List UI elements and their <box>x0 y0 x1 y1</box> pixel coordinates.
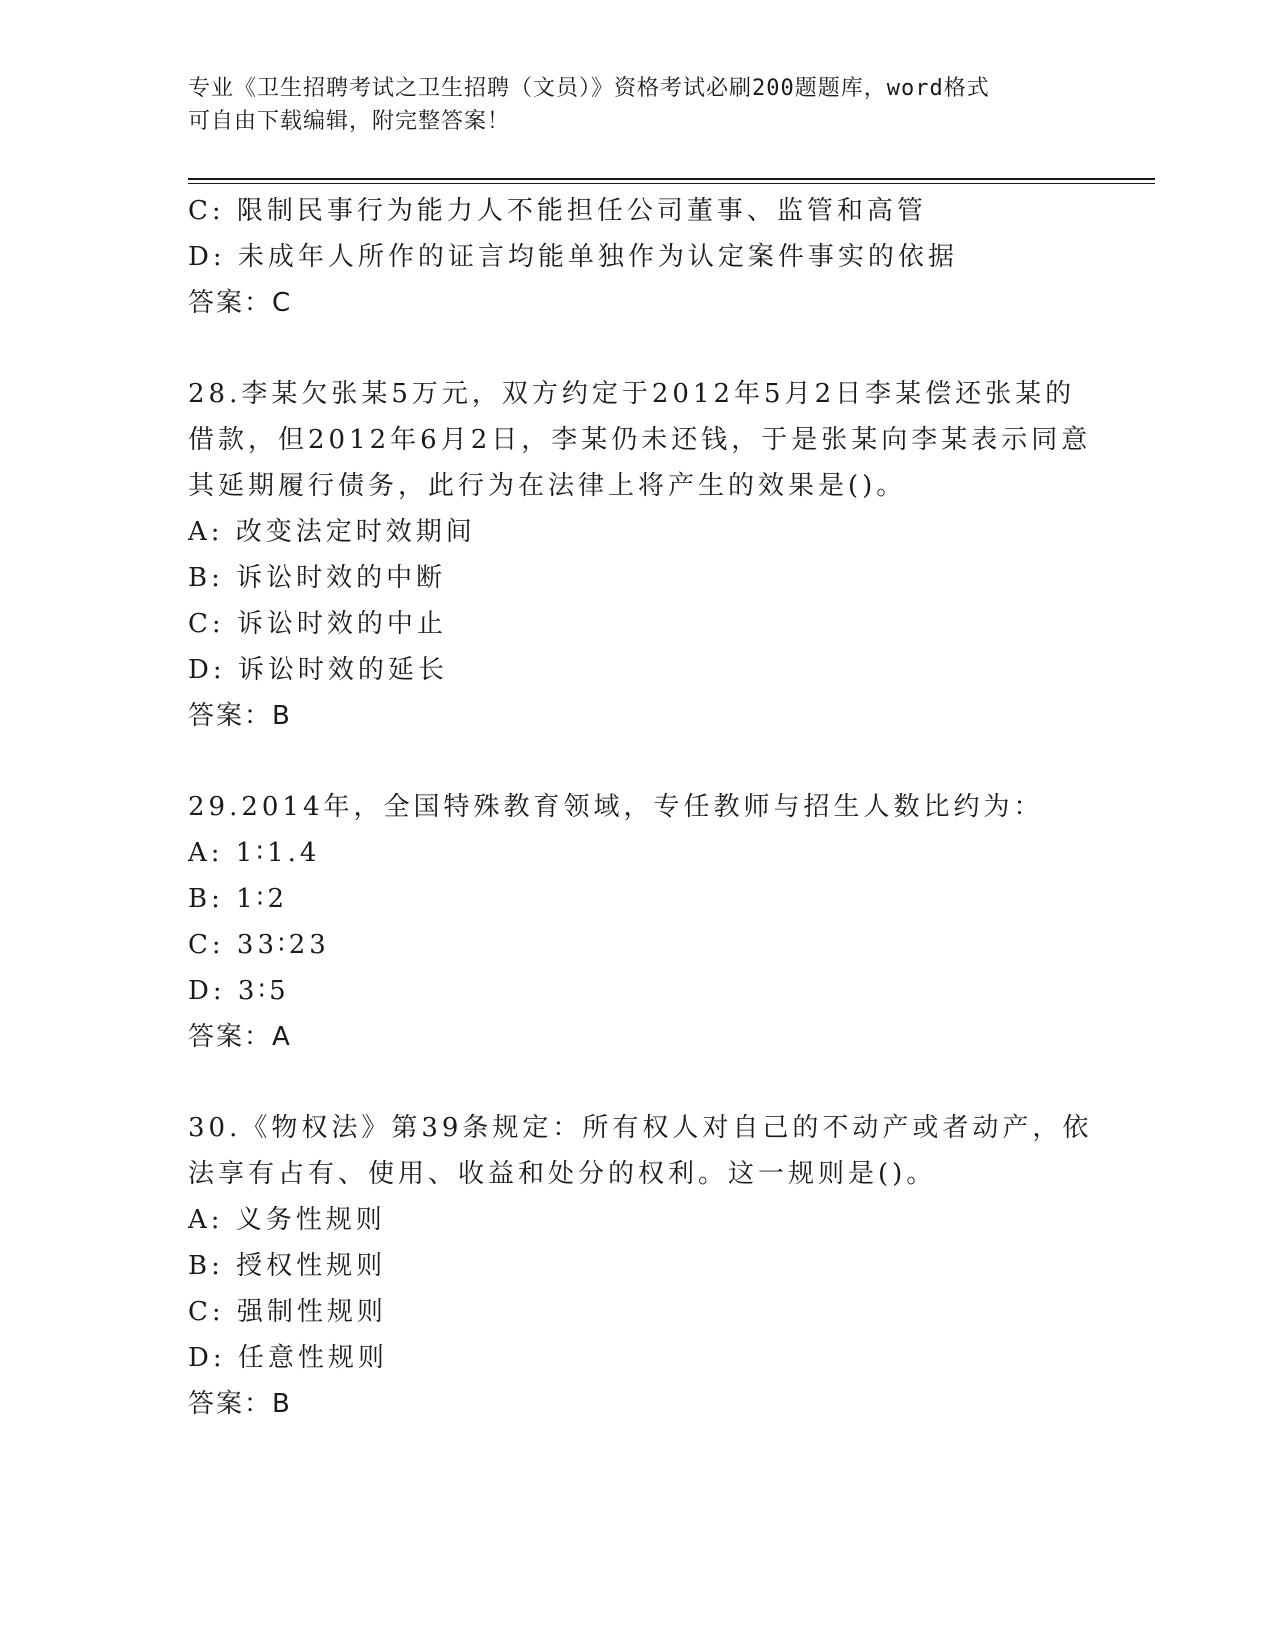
header-divider-thick <box>188 178 1155 180</box>
q28-stem-line-1: 28.李某欠张某5万元，双方约定于2012年5月2日李某偿还张某的 <box>188 379 1076 409</box>
q30-stem-line-2: 法享有占有、使用、收益和处分的权利。这一规则是()。 <box>188 1159 937 1189</box>
header-divider-thin <box>188 183 1155 184</box>
q30-option-c: C: 强制性规则 <box>188 1297 387 1327</box>
header-title-line-1: 专业《卫生招聘考试之卫生招聘（文员）》资格考试必刷200题题库，word格式 <box>188 76 990 101</box>
q29-option-b: B: 1∶2 <box>188 884 288 914</box>
q27-answer: 答案：C <box>188 288 293 318</box>
q28-option-a: A: 改变法定时效期间 <box>188 517 476 547</box>
q29-option-a: A: 1∶1.4 <box>188 838 321 868</box>
spacer <box>188 1060 1088 1105</box>
q27-option-d: D: 未成年人所作的证言均能单独作为认定案件事实的依据 <box>188 242 958 272</box>
header-title-line-2: 可自由下载编辑，附完整答案！ <box>188 109 511 134</box>
q28-stem-line-3: 其延期履行债务，此行为在法律上将产生的效果是()。 <box>188 471 907 501</box>
spacer <box>188 326 1088 371</box>
question-29 <box>188 784 1088 1060</box>
spacer <box>188 739 1088 784</box>
q28-answer: 答案：B <box>188 701 292 731</box>
q28-option-c: C: 诉讼时效的中止 <box>188 609 447 639</box>
q29-option-d: D: 3∶5 <box>188 976 290 1006</box>
page-header <box>188 72 1088 138</box>
q29-option-c: C: 33∶23 <box>188 930 330 960</box>
q28-stem-line-2: 借款，但2012年6月2日，李某仍未还钱，于是张某向李某表示同意 <box>188 425 1092 455</box>
q27-option-c: C: 限制民事行为能力人不能担任公司董事、监管和高管 <box>188 196 927 226</box>
q28-option-b: B: 诉讼时效的中断 <box>188 563 447 593</box>
q29-answer: 答案：A <box>188 1022 292 1052</box>
q29-stem-line-1: 29.2014年，全国特殊教育领域，专任教师与招生人数比约为： <box>188 792 1044 822</box>
question-27 <box>188 188 1088 326</box>
question-28 <box>188 371 1092 739</box>
q30-stem-line-1: 30.《物权法》第39条规定：所有权人对自己的不动产或者动产，依 <box>188 1113 1093 1143</box>
q30-option-a: A: 义务性规则 <box>188 1205 386 1235</box>
q30-answer: 答案：B <box>188 1389 292 1419</box>
question-30 <box>188 1105 1093 1427</box>
q28-option-d: D: 诉讼时效的延长 <box>188 655 448 685</box>
q30-option-d: D: 任意性规则 <box>188 1343 388 1373</box>
question-list <box>188 188 1093 1427</box>
q30-option-b: B: 授权性规则 <box>188 1251 387 1281</box>
